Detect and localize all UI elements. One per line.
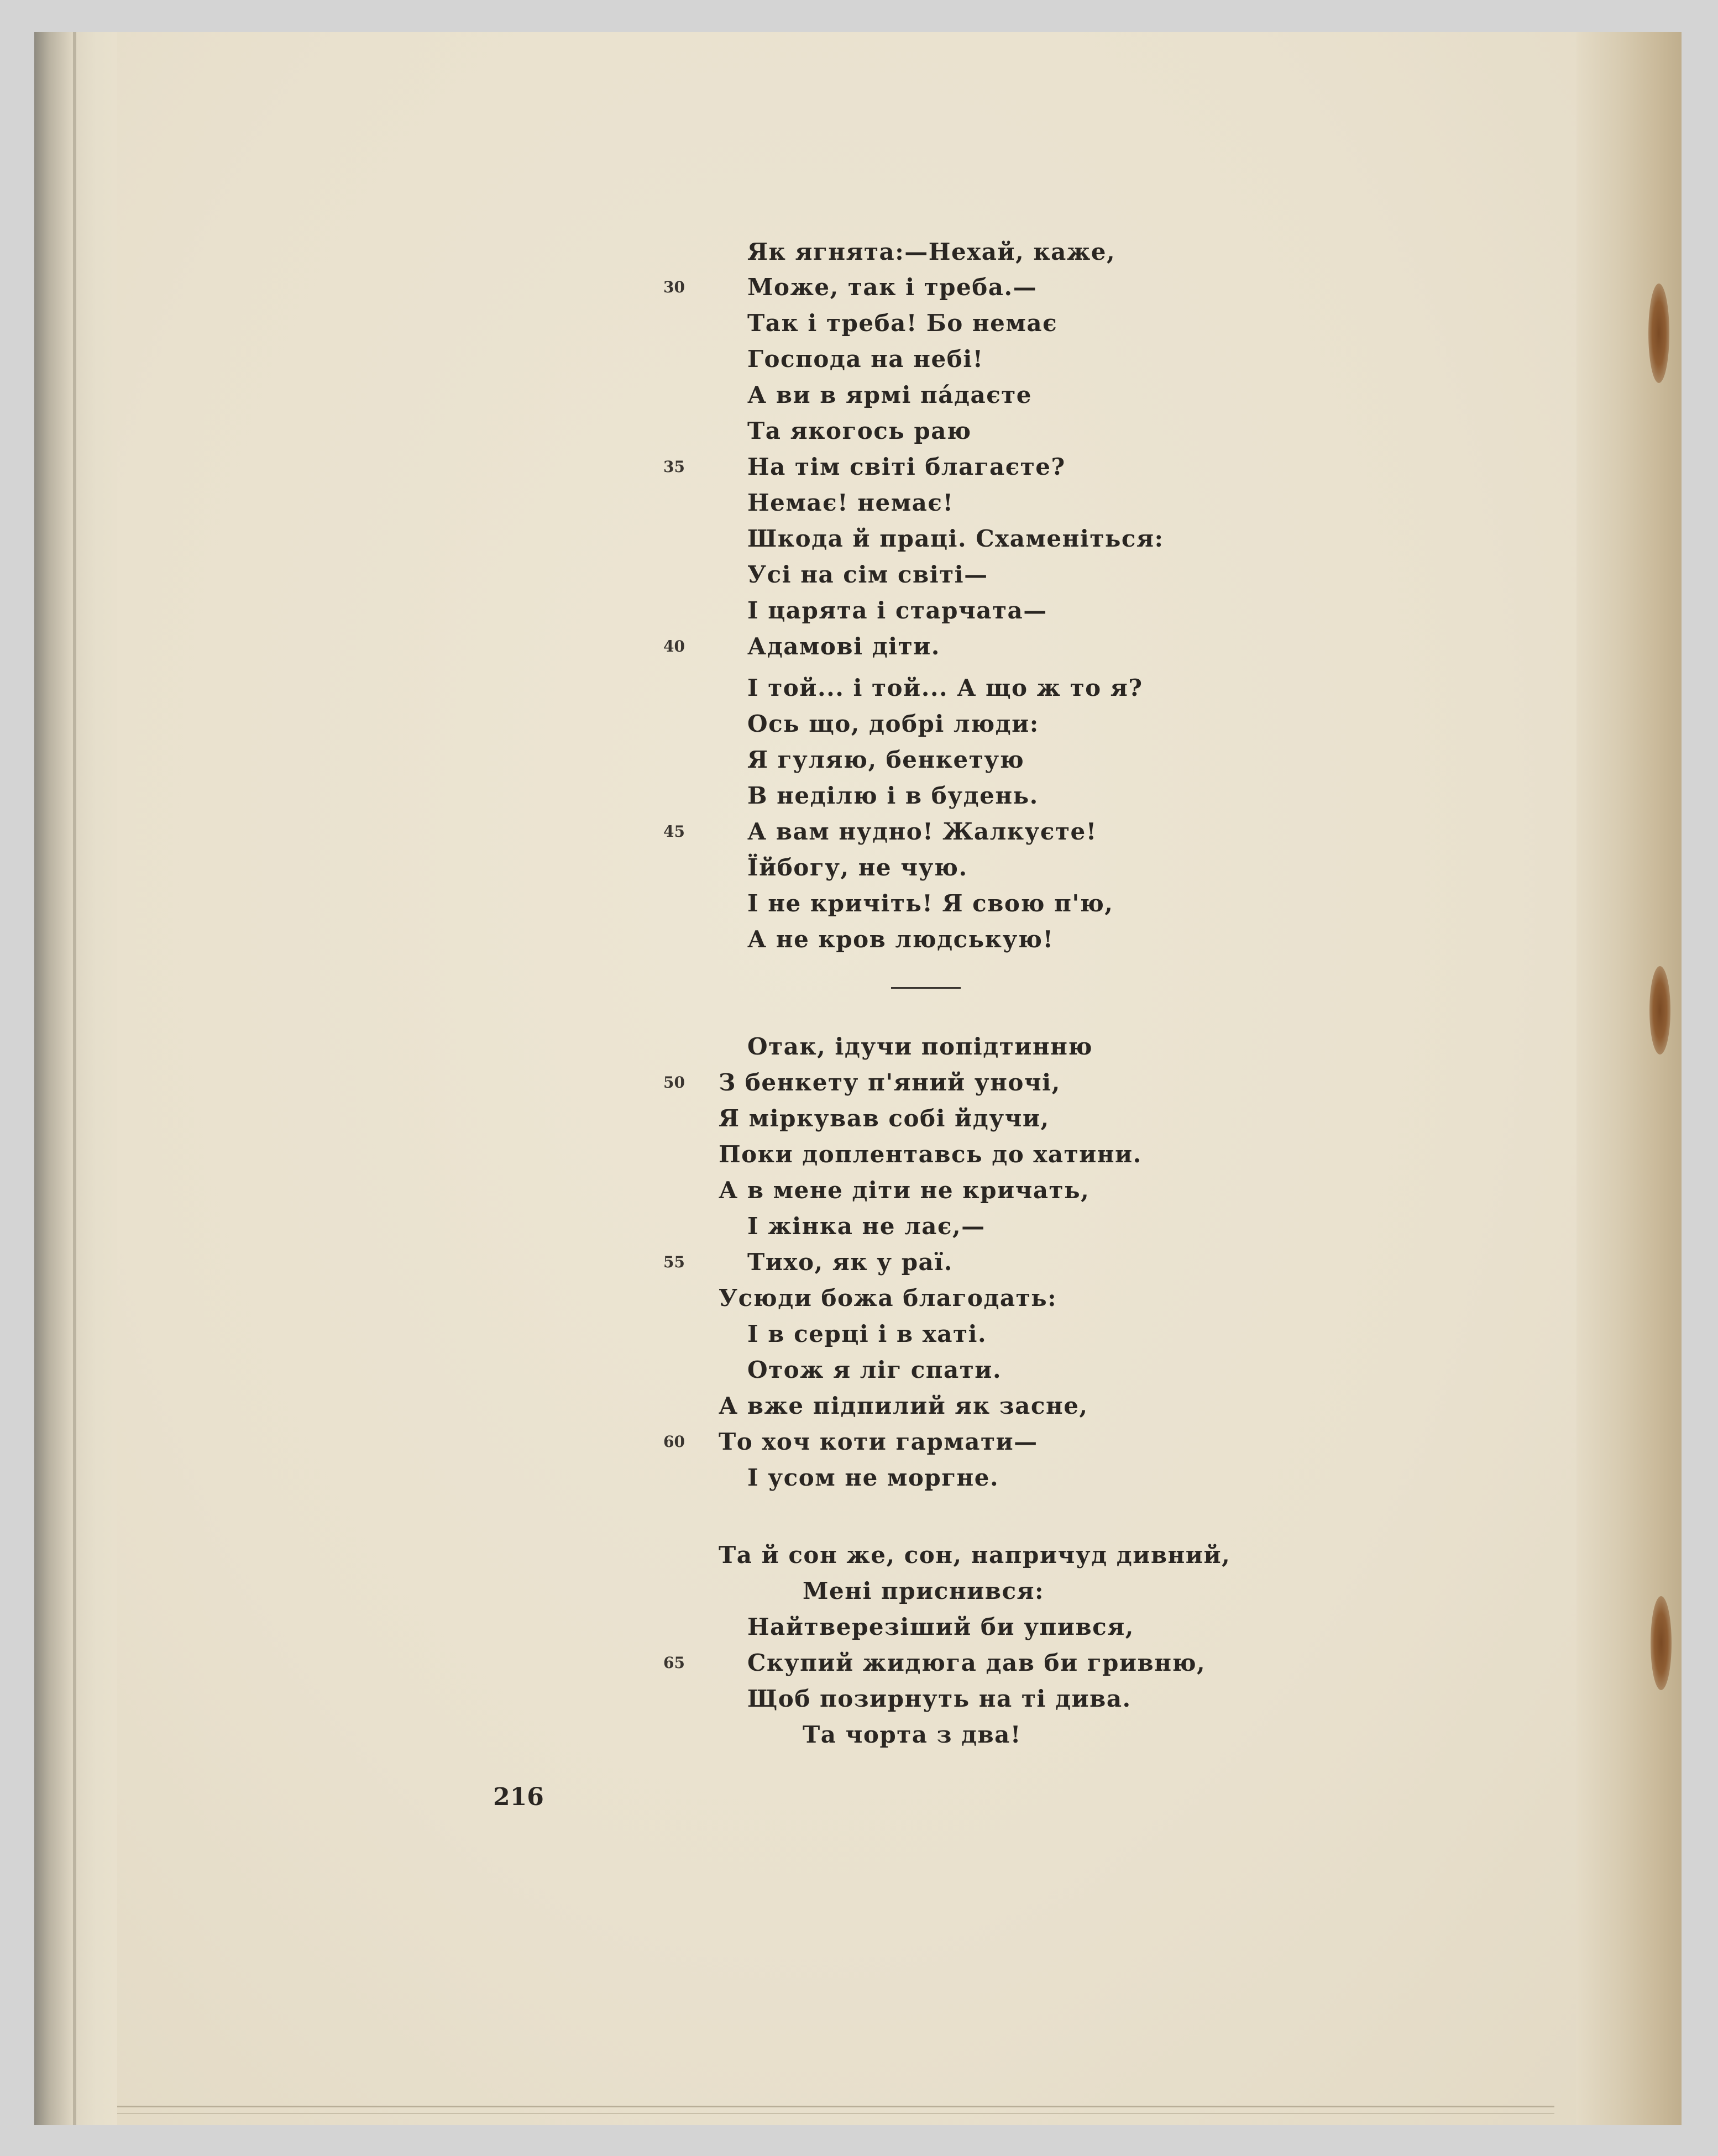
verse-line: Ось що, добрі люди: [747, 710, 1039, 737]
verse-line: Та чорта з два! [803, 1721, 1022, 1748]
verse-line: Та й сон же, сон, напричуд дивний, [719, 1541, 1231, 1569]
line-number: 55 [663, 1253, 685, 1271]
verse-line: Шкода й праці. Схаменіться: [747, 525, 1164, 552]
line-number: 30 [663, 278, 685, 296]
line-number: 60 [663, 1433, 685, 1451]
verse-line: І жінка не лає,— [747, 1213, 986, 1240]
verse-line: Та якогось раю [747, 417, 972, 444]
page-number: 216 [493, 1783, 544, 1811]
verse-line: А вам нудно! Жалкуєте! [747, 818, 1097, 845]
verse-line: І усом не моргне. [747, 1464, 999, 1491]
section-divider [891, 987, 961, 989]
verse-line: А ви в ярмі пáдаєте [747, 381, 1033, 408]
verse-line: А в мене діти не кричать, [719, 1177, 1090, 1204]
verse-line: Немає! немає! [747, 489, 954, 516]
verse-line: Мені приснився: [803, 1577, 1045, 1604]
line-number: 40 [663, 637, 685, 655]
verse-line: І в серці і в хаті. [747, 1320, 987, 1347]
verse-line: Може, так і треба.— [747, 274, 1038, 301]
verse-line: Щоб позирнуть на ті дива. [747, 1685, 1132, 1712]
verse-line: І не кричіть! Я свою п'ю, [747, 890, 1114, 917]
verse-line: Я міркував собі йдучи, [719, 1105, 1050, 1132]
verse-line: Їйбогу, не чую. [747, 854, 968, 881]
verse-line: Усі на сім світі— [747, 561, 988, 588]
verse-line: Отож я ліг спати. [747, 1356, 1002, 1383]
verse-line: Скупий жидюга дав би гривню, [747, 1649, 1206, 1676]
verse-line: Як ягнята:—Нехай, кажe, [747, 238, 1116, 265]
verse-line: І той... і той... А що ж то я? [747, 674, 1143, 701]
verse-line: Адамові діти. [747, 633, 940, 660]
verse-line: На тім світі благаєте? [747, 453, 1066, 480]
verse-line: Найтверезіший би упився, [747, 1613, 1134, 1640]
line-number: 65 [663, 1654, 685, 1672]
verse-line: З бенкету п'яний уночі, [719, 1069, 1061, 1096]
verse-line: Тихо, як у раї. [747, 1249, 953, 1276]
verse-line: Я гуляю, бенкетую [747, 746, 1025, 773]
line-number: 50 [663, 1073, 685, 1092]
verse-line: В неділю і в будень. [747, 782, 1039, 809]
verse-line: А вже підпилий як засне, [719, 1392, 1088, 1419]
verse-line: Господа на небі! [747, 345, 984, 373]
verse-line: То хоч коти гармати— [719, 1428, 1038, 1455]
line-number: 45 [663, 822, 685, 841]
verse-line: І царята і старчата— [747, 597, 1047, 624]
verse-line: Отак, ідучи попідтинню [747, 1033, 1093, 1060]
verse-line: А не кров людськую! [747, 926, 1054, 953]
verse-line: Усюди божа благодать: [719, 1284, 1057, 1312]
verse-line: Так і треба! Бо немає [747, 310, 1058, 337]
verse-line: Поки доплентавсь до хатини. [719, 1141, 1142, 1168]
line-number: 35 [663, 458, 685, 476]
